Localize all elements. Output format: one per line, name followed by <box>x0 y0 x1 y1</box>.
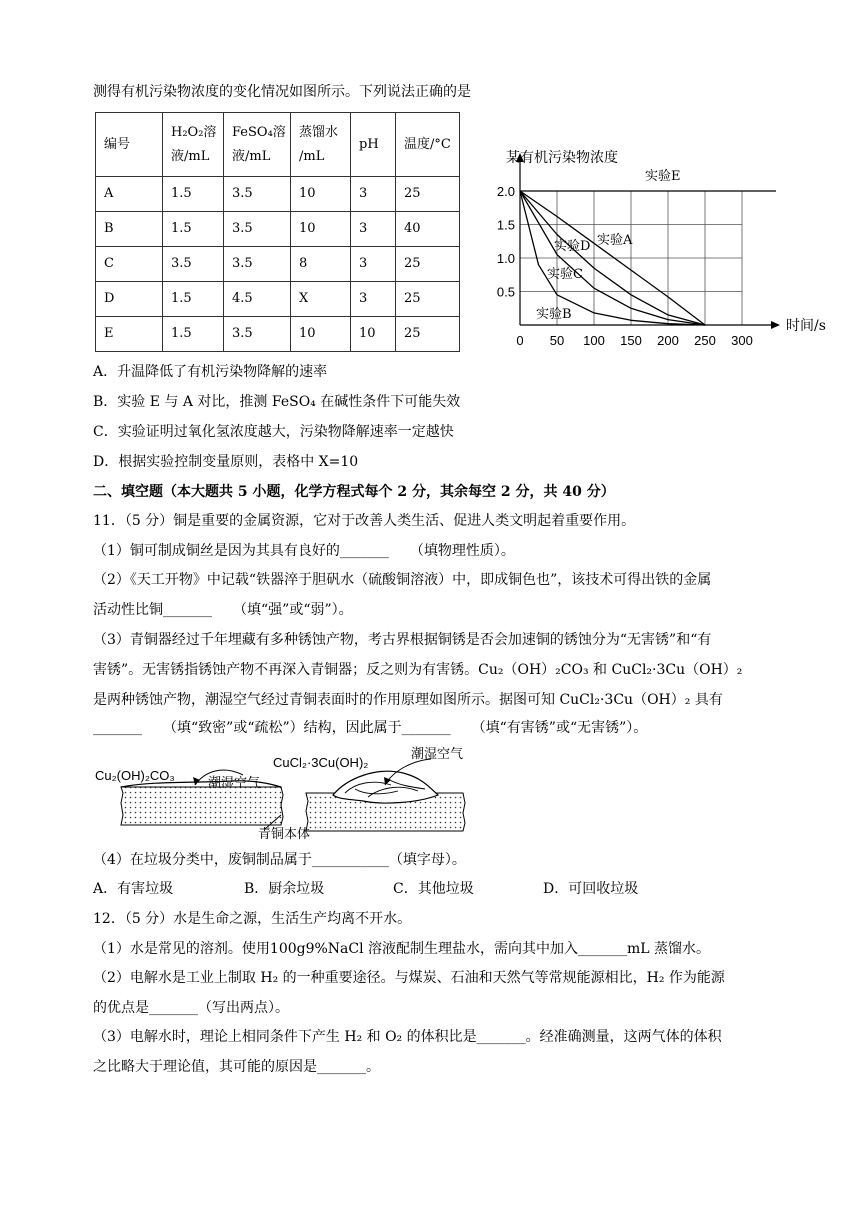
table-header-cell: 蒸馏水 /mL <box>291 113 351 177</box>
chart-x-tick-label: 150 <box>620 333 642 348</box>
q11-part2-line2: 活动性比铜_______ （填“强”或“弱”）。 <box>93 602 353 618</box>
table-cell: E <box>96 317 163 352</box>
table-cell: 3 <box>351 177 396 212</box>
chart-series-label: 实验B <box>536 307 572 322</box>
bronze-rust-figure <box>93 745 493 840</box>
table-cell: 8 <box>291 247 351 282</box>
table-cell: 25 <box>396 282 460 317</box>
table-header-cell: H₂O₂溶 液/mL <box>163 113 224 177</box>
table-cell: 25 <box>396 177 460 212</box>
table-cell: 10 <box>291 212 351 247</box>
chart-series-label: 实验E <box>645 169 681 184</box>
chart-x-tick-label: 0 <box>516 333 524 348</box>
figure-label-left-product: Cu₂(OH)₂CO₃ <box>95 768 175 783</box>
q11-part4-option-c: C．其他垃圾 <box>393 881 474 897</box>
table-cell: 1.5 <box>163 317 224 352</box>
figure-label-right-product: CuCl₂·3Cu(OH)₂ <box>273 755 369 770</box>
chart-y-axis-label: 某有机污染物浓度 <box>506 150 618 166</box>
q12-part3-line1: （3）电解水时，理论上相同条件下产生 H₂ 和 O₂ 的体积比是_______。经准确测量，这两气体的体积 <box>93 1029 722 1045</box>
q11-part4-option-d: D．可回收垃圾 <box>543 881 639 897</box>
q12-part2-line2: 的优点是_______（写出两点）。 <box>93 1000 289 1016</box>
q11-part3-line3: 是两种锈蚀产物，潮湿空气经过青铜表面时的作用原理如图所示。据图可知 CuCl₂·3Cu（OH）₂ 具有 <box>93 692 723 708</box>
option-a: A．升温降低了有机污染物降解的速率 <box>93 364 328 380</box>
q12-part3-line2: 之比略大于理论值，其可能的原因是_______。 <box>93 1059 380 1075</box>
option-b: B．实验 E 与 A 对比，推测 FeSO₄ 在碱性条件下可能失效 <box>93 394 461 410</box>
table-cell: 10 <box>291 177 351 212</box>
table-cell: 3.5 <box>224 212 291 247</box>
q11-part4-option-a: A．有害垃圾 <box>93 881 174 897</box>
option-c: C．实验证明过氧化氢浓度越大，污染物降解速率一定越快 <box>93 424 454 440</box>
option-d: D．根据实验控制变量原则，表格中 X=10 <box>93 454 359 470</box>
table-cell: X <box>291 282 351 317</box>
table-cell: 1.5 <box>163 177 224 212</box>
chart-y-tick-label: 1.5 <box>496 217 515 233</box>
table-cell: 10 <box>351 317 396 352</box>
chart-x-tick-label: 300 <box>731 333 753 348</box>
q12-part2-line1: （2）电解水是工业上制取 H₂ 的一种重要途径。与煤炭、石油和天然气等常规能源相比，H₂ 作为能源 <box>93 970 725 986</box>
table-cell: C <box>96 247 163 282</box>
table-row <box>96 247 460 282</box>
table-cell: 3 <box>351 247 396 282</box>
table-cell: A <box>96 177 163 212</box>
q11-part4-option-b: B．厨余垃圾 <box>244 881 325 897</box>
table-row <box>96 212 460 247</box>
q12-part1: （1）水是常见的溶剂。使用100g9%NaCl 溶液配制生理盐水，需向其中加入_______mL 蒸馏水。 <box>93 941 711 957</box>
chart-y-tick-label: 1.0 <box>496 251 515 266</box>
chart-series-label: 实验C <box>547 267 583 282</box>
table-cell: 25 <box>396 247 460 282</box>
table-header-row <box>96 113 460 177</box>
q11-part3-line1: （3）青铜器经过千年埋藏有多种锈蚀产物，考古界根据铜锈是否会加速铜的锈蚀分为“无害锈”和“有 <box>93 632 712 648</box>
chart-x-tick-label: 100 <box>583 333 605 348</box>
table-cell: B <box>96 212 163 247</box>
table-header-cell: 编号 <box>96 113 163 177</box>
q11-part1: （1）铜可制成铜丝是因为其具有良好的_______ （填物理性质）。 <box>93 543 515 559</box>
table-row <box>96 317 460 352</box>
table-cell: D <box>96 282 163 317</box>
table-row <box>96 177 460 212</box>
section-heading: 二、填空题（本大题共 5 小题，化学方程式每个 2 分，其余每空 2 分，共 40 分） <box>93 484 615 500</box>
table-header-cell: pH <box>351 113 396 177</box>
chart-series-label: 实验A <box>597 233 633 248</box>
chart-x-axis-arrow <box>771 321 780 329</box>
question-intro: 测得有机污染物浓度的变化情况如图所示。下列说法正确的是 <box>93 84 471 100</box>
table-row <box>96 282 460 317</box>
table-header-cell: FeSO₄溶 液/mL <box>224 113 291 177</box>
table-cell: 1.5 <box>163 212 224 247</box>
chart-x-axis-label: 时间/s <box>786 318 826 334</box>
experiment-table <box>95 112 460 352</box>
table-cell: 3 <box>351 212 396 247</box>
q11-part3-line2: 害锈”。无害锈指锈蚀产物不再深入青铜器；反之则为有害锈。Cu₂（OH）₂CO₃ 和 CuCl₂·3Cu（OH）₂ <box>93 662 743 678</box>
table-cell: 4.5 <box>224 282 291 317</box>
q11-part2-line1: （2）《天工开物》中记载“铁器淬于胆矾水（硫酸铜溶液）中，即成铜色也”，该技术可得出铁的金属 <box>93 572 712 588</box>
chart-x-tick-label: 250 <box>694 333 716 348</box>
table-cell: 3.5 <box>224 177 291 212</box>
figure-label-left-air: 潮湿空气 <box>208 776 261 791</box>
bronze-rust-figure-svg <box>93 745 493 840</box>
table-cell: 3.5 <box>224 247 291 282</box>
table-header-cell: 温度/°C <box>396 113 460 177</box>
q11-part3-line4: _______ （填“致密”或“疏松”）结构，因此属于_______ （填“有害锈”或“无害锈”）。 <box>93 720 648 736</box>
chart-x-tick-label: 50 <box>549 333 565 348</box>
q12-stem: 12．（5 分）水是生命之源，生活生产均离不开水。 <box>93 911 412 927</box>
figure-label-body: 青铜本体 <box>258 827 311 842</box>
chart-y-tick-label: 2.0 <box>496 184 515 199</box>
chart-series-label: 实验D <box>554 239 591 254</box>
table-cell: 1.5 <box>163 282 224 317</box>
table-cell: 25 <box>396 317 460 352</box>
chart-y-tick-label: 0.5 <box>496 284 515 300</box>
table-cell: 40 <box>396 212 460 247</box>
figure-label-right-air: 潮湿空气 <box>411 747 464 762</box>
q11-part4: （4）在垃圾分类中，废铜制品属于___________（填字母）。 <box>93 852 466 868</box>
table-cell: 3.5 <box>224 317 291 352</box>
q11-stem: 11．（5 分）铜是重要的金属资源，它对于改善人类生活、促进人类文明起着重要作用。 <box>93 513 636 529</box>
table-cell: 3.5 <box>163 247 224 282</box>
chart-x-tick-label: 200 <box>657 333 679 348</box>
table-cell: 3 <box>351 282 396 317</box>
concentration-chart-svg <box>490 140 826 360</box>
concentration-chart <box>490 140 826 360</box>
table-cell: 10 <box>291 317 351 352</box>
